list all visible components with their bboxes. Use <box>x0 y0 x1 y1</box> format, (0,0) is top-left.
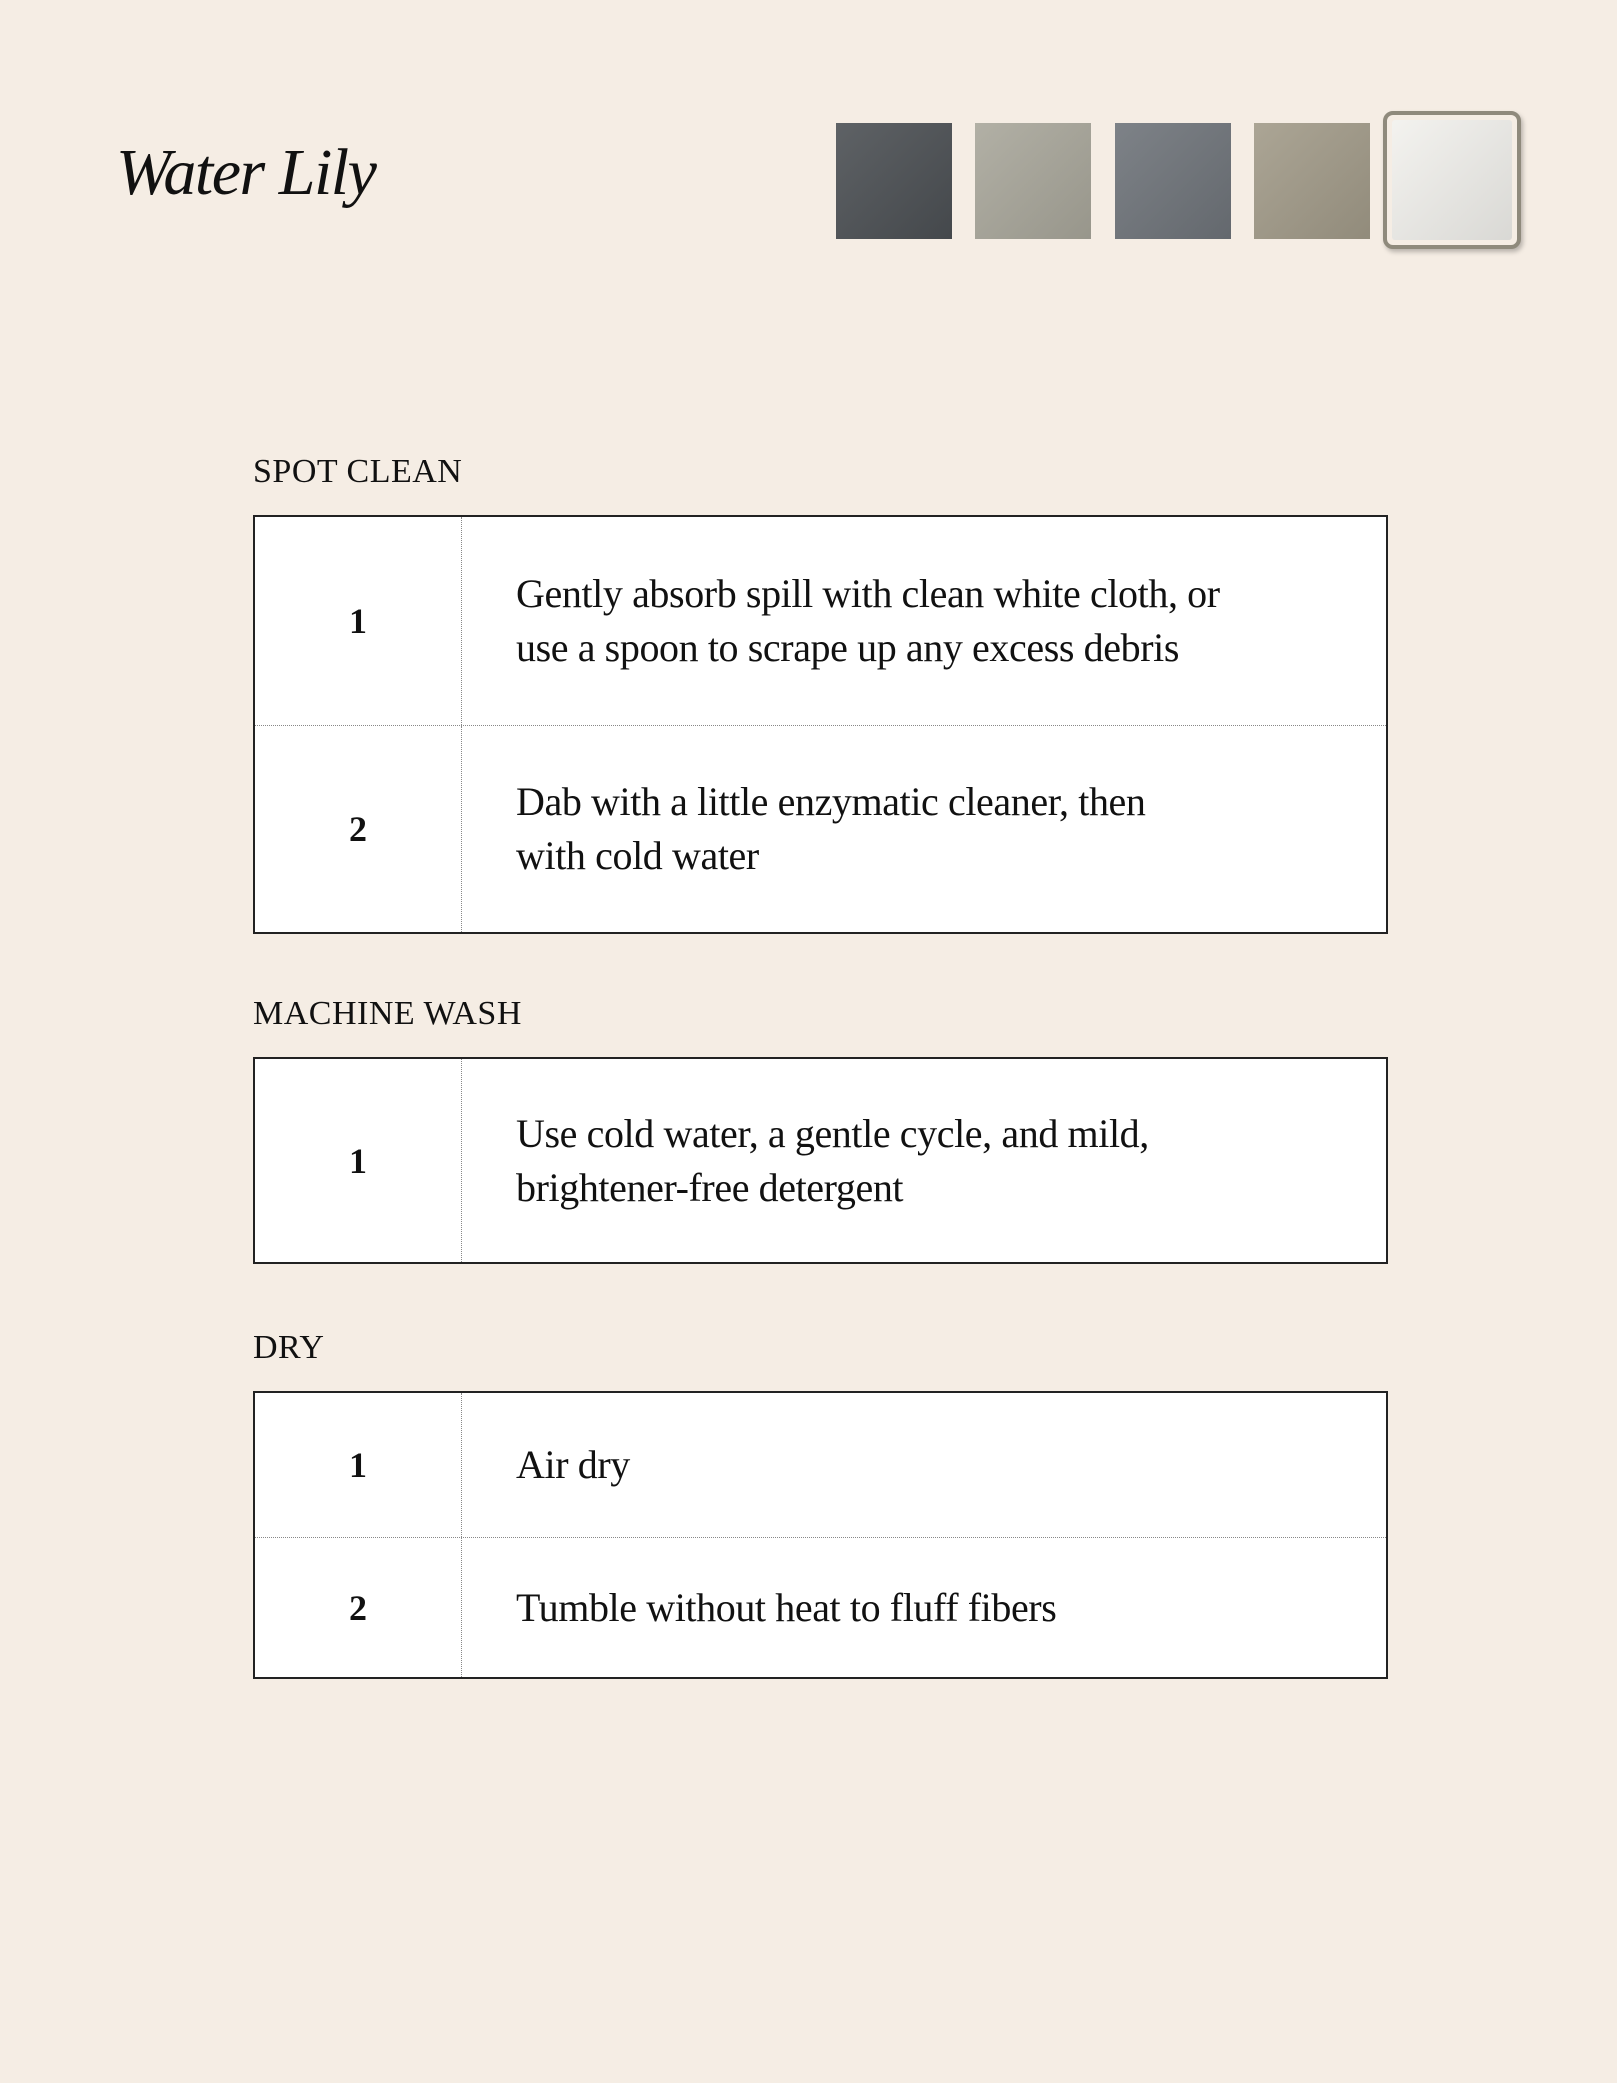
table-row <box>255 1537 1386 1677</box>
table-row <box>255 517 1386 725</box>
swatch-white-fill <box>1392 120 1512 240</box>
step-text <box>462 517 1386 725</box>
section-heading-machine-wash: MACHINE WASH <box>253 995 522 1032</box>
table-row <box>255 1393 1386 1537</box>
table-row <box>255 1059 1386 1262</box>
product-title: Water Lily <box>116 136 376 209</box>
step-number: 2 <box>255 726 462 932</box>
swatch-sage[interactable] <box>975 123 1091 239</box>
step-text-line: with cold water <box>516 833 759 878</box>
step-text-line: brightener-free detergent <box>516 1164 904 1210</box>
step-text-line: Gently absorb spill with clean white cloth, or <box>516 571 1220 616</box>
dry-table <box>253 1391 1388 1679</box>
step-number: 1 <box>255 1059 462 1262</box>
step-text <box>462 1538 1386 1677</box>
swatch-slate[interactable] <box>1115 123 1231 239</box>
step-text-line: Dab with a little enzymatic cleaner, then <box>516 779 1146 824</box>
step-text <box>462 1393 1386 1537</box>
step-text-line: Tumble without heat to fluff fibers <box>516 1584 1057 1630</box>
table-row <box>255 725 1386 932</box>
spot-clean-table <box>253 515 1388 934</box>
step-number: 2 <box>255 1538 462 1677</box>
swatch-charcoal[interactable] <box>836 123 952 239</box>
step-text-line: use a spoon to scrape up any excess debris <box>516 625 1180 670</box>
step-number: 1 <box>255 517 462 725</box>
swatch-white-selected[interactable] <box>1383 111 1521 249</box>
section-heading-spot-clean: SPOT CLEAN <box>253 453 463 490</box>
section-heading-dry: DRY <box>253 1329 325 1366</box>
step-number: 1 <box>255 1393 462 1537</box>
machine-wash-table <box>253 1057 1388 1264</box>
step-text <box>462 1059 1386 1262</box>
step-text <box>462 726 1386 932</box>
step-text-line: Air dry <box>516 1442 630 1487</box>
step-text-line: Use cold water, a gentle cycle, and mild, <box>516 1110 1149 1156</box>
swatch-oat[interactable] <box>1254 123 1370 239</box>
